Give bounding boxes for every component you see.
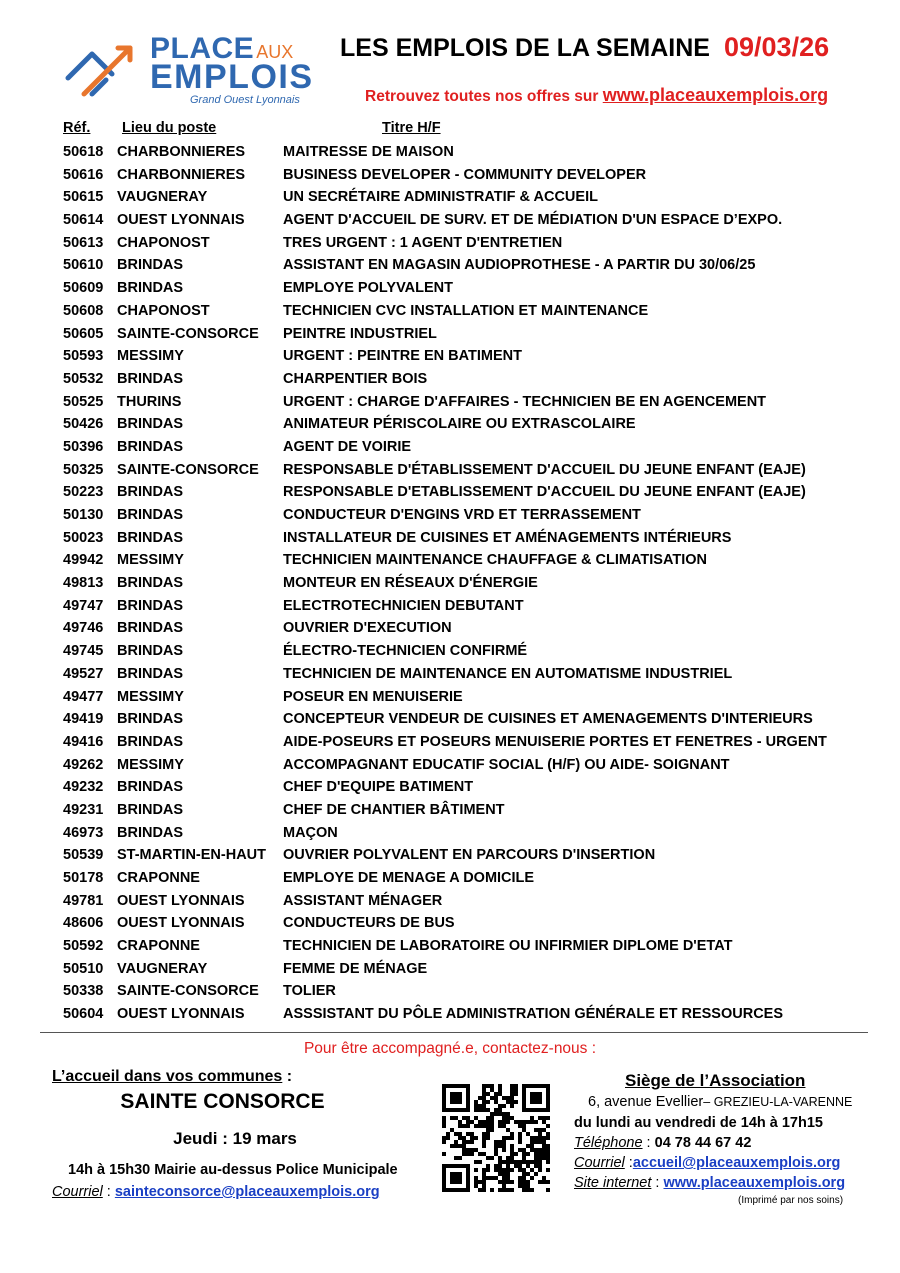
- qr-code-graphic: [442, 1084, 550, 1192]
- job-row: [0, 232, 900, 255]
- job-lieu: BRINDAS: [117, 824, 184, 841]
- job-title: ÉLECTRO-TECHNICIEN CONFIRMÉ: [283, 643, 528, 660]
- job-ref: 49231: [63, 801, 104, 818]
- accueil-mail-link[interactable]: sainteconsorce@placeauxemplois.org: [114, 1184, 380, 1200]
- job-title: TECHNICIEN CVC INSTALLATION ET MAINTENANCE: [283, 302, 649, 319]
- job-ref: 50130: [63, 507, 104, 523]
- job-lieu: CHARBONNIERES: [117, 144, 246, 160]
- job-lieu: BRINDAS: [117, 484, 184, 501]
- job-lieu: CHAPONOST: [117, 302, 210, 319]
- job-title: EMPLOYE DE MENAGE A DOMICILE: [283, 870, 535, 886]
- job-row: [0, 595, 900, 618]
- job-title: TECHNICIEN MAINTENANCE CHAUFFAGE & CLIMATISATION: [283, 552, 707, 569]
- job-ref: 49419: [63, 711, 104, 728]
- siege-site-link[interactable]: www.placeauxemplois.org: [663, 1175, 846, 1191]
- subtitle: Retrouvez toutes nos offres sur www.placeauxemplois.org: [365, 85, 829, 105]
- job-ref: 50610: [63, 257, 104, 274]
- job-title: AGENT DE VOIRIE: [283, 438, 412, 455]
- job-lieu: BRINDAS: [117, 801, 184, 818]
- job-ref: 49527: [63, 665, 104, 682]
- job-title: POSEUR EN MENUISERIE: [283, 688, 463, 705]
- job-ref: 50618: [63, 144, 104, 160]
- siege-phone: Téléphone : 04 78 44 67 42: [574, 1135, 752, 1151]
- job-ref: 49747: [63, 597, 104, 614]
- job-ref: 46973: [63, 824, 104, 841]
- job-title: TECHNICIEN DE LABORATOIRE OU INFIRMIER DIPLOME D'ETAT: [283, 938, 733, 955]
- job-lieu: BRINDAS: [117, 620, 184, 637]
- job-title: MONTEUR EN RÉSEAUX D'ÉNERGIE: [283, 575, 538, 592]
- job-ref: 49232: [63, 779, 104, 796]
- job-title: MAITRESSE DE MAISON: [283, 144, 454, 160]
- job-ref: 48606: [63, 915, 104, 932]
- divider: [40, 1032, 868, 1033]
- job-row: [0, 549, 900, 572]
- job-title: RESPONSABLE D'ETABLISSEMENT D'ACCUEIL DU JEUNE ENFANT (EAJE): [283, 484, 806, 501]
- accueil-heading: L’accueil dans vos communes :: [52, 1068, 293, 1085]
- siege-phone-number[interactable]: 04 78 44 67 42: [654, 1135, 752, 1151]
- job-title: OUVRIER POLYVALENT EN PARCOURS D'INSERTION: [283, 847, 656, 864]
- job-lieu: BRINDAS: [117, 507, 184, 523]
- job-ref: 50616: [63, 166, 104, 183]
- job-title: CHARPENTIER BOIS: [283, 370, 428, 387]
- page-title: LES EMPLOIS DE LA SEMAINE: [340, 34, 710, 62]
- job-title: ASSSISTANT DU PÔLE ADMINISTRATION GÉNÉRALE ET RESSOURCES: [283, 1006, 784, 1023]
- job-row: [0, 799, 900, 822]
- column-header-lieu: Lieu du poste: [122, 120, 217, 136]
- job-ref: 50614: [63, 212, 104, 229]
- job-title: BUSINESS DEVELOPER - COMMUNITY DEVELOPER: [283, 166, 647, 183]
- job-ref: 50396: [63, 438, 104, 455]
- job-ref: 49942: [63, 552, 104, 569]
- job-row: [0, 912, 900, 935]
- job-lieu: VAUGNERAY: [117, 960, 208, 977]
- job-lieu: CHAPONOST: [117, 234, 210, 251]
- job-lieu: BRINDAS: [117, 711, 184, 728]
- job-ref: 50615: [63, 189, 104, 206]
- job-row: [0, 572, 900, 595]
- logo-line1: PLACE AUX: [150, 32, 294, 65]
- accueil-date: Jeudi : 19 mars: [173, 1129, 297, 1148]
- job-row: [0, 686, 900, 709]
- logo-tagline: Grand Ouest Lyonnais: [190, 94, 300, 106]
- job-row: [0, 890, 900, 913]
- job-title: TOLIER: [283, 983, 336, 1000]
- job-title: ACCOMPAGNANT EDUCATIF SOCIAL (H/F) OU AIDE- SOIGNANT: [283, 756, 730, 773]
- job-title: FEMME DE MÉNAGE: [283, 960, 428, 977]
- job-ref: 50525: [63, 393, 104, 410]
- siege-hours: du lundi au vendredi de 14h à 17h15: [574, 1115, 823, 1131]
- job-ref: 49813: [63, 575, 104, 592]
- job-lieu: BRINDAS: [117, 529, 184, 546]
- job-title: URGENT : CHARGE D'AFFAIRES - TECHNICIEN BE EN AGENCEMENT: [283, 393, 767, 410]
- job-lieu: SAINTE-CONSORCE: [117, 983, 259, 1000]
- job-ref: 50605: [63, 325, 104, 342]
- contact-line: Pour être accompagné.e, contactez-nous :: [303, 1040, 597, 1057]
- job-row: [0, 164, 900, 187]
- job-lieu: ST-MARTIN-EN-HAUT: [117, 847, 267, 864]
- job-title: MAÇON: [283, 824, 338, 841]
- job-lieu: OUEST LYONNAIS: [117, 915, 245, 932]
- printed-note: (Imprimé par nos soins): [738, 1195, 844, 1206]
- job-row: [0, 867, 900, 890]
- job-row: [0, 254, 900, 277]
- accueil-town: SAINTE CONSORCE: [120, 1090, 325, 1113]
- job-row: [0, 935, 900, 958]
- job-lieu: VAUGNERAY: [117, 189, 208, 206]
- job-title: ANIMATEUR PÉRISCOLAIRE OU EXTRASCOLAIRE: [283, 416, 636, 433]
- column-header-title: Titre H/F: [382, 120, 441, 136]
- job-row: [0, 731, 900, 754]
- job-ref: 49781: [63, 892, 104, 909]
- job-row: [0, 391, 900, 414]
- job-row: [0, 209, 900, 232]
- job-ref: 50510: [63, 960, 104, 977]
- job-title: INSTALLATEUR DE CUISINES ET AMÉNAGEMENTS INTÉRIEURS: [283, 529, 732, 546]
- job-lieu: CRAPONNE: [117, 938, 200, 955]
- job-row: [0, 776, 900, 799]
- siege-address: 6, avenue Evellier– GREZIEU-LA-VARENNE: [588, 1094, 853, 1110]
- job-title: ASSISTANT MÉNAGER: [283, 892, 443, 909]
- siege-mail: Courriel :accueil@placeauxemplois.org: [574, 1155, 841, 1171]
- job-lieu: BRINDAS: [117, 643, 184, 660]
- job-lieu: SAINTE-CONSORCE: [117, 325, 259, 342]
- job-lieu: BRINDAS: [117, 370, 184, 387]
- job-row: [0, 368, 900, 391]
- job-ref: 49745: [63, 643, 104, 660]
- job-title: CONDUCTEURS DE BUS: [283, 915, 455, 932]
- job-row: [0, 323, 900, 346]
- logo-arrows-icon: [62, 36, 142, 100]
- job-row: [0, 345, 900, 368]
- job-lieu: SAINTE-CONSORCE: [117, 461, 259, 478]
- logo-line2: EMPLOIS: [150, 58, 314, 96]
- job-ref: 50604: [63, 1006, 104, 1023]
- job-row: [0, 141, 900, 164]
- job-row: [0, 663, 900, 686]
- job-lieu: MESSIMY: [117, 348, 184, 365]
- job-title: EMPLOYE POLYVALENT: [283, 280, 453, 297]
- job-title: ASSISTANT EN MAGASIN AUDIOPROTHESE - A PARTIR DU 30/06/25: [283, 257, 756, 274]
- job-lieu: THURINS: [117, 393, 182, 410]
- job-ref: 50338: [63, 983, 104, 1000]
- job-lieu: BRINDAS: [117, 280, 184, 297]
- job-lieu: BRINDAS: [117, 597, 184, 614]
- job-ref: 50613: [63, 234, 104, 251]
- job-row: [0, 617, 900, 640]
- job-title: PEINTRE INDUSTRIEL: [283, 325, 437, 342]
- job-row: [0, 527, 900, 550]
- accueil-hours: 14h à 15h30 Mairie au-dessus Police Municipale: [68, 1162, 398, 1178]
- job-ref: 50608: [63, 302, 104, 319]
- job-ref: 50023: [63, 529, 104, 546]
- siege-heading: Siège de l’Association: [625, 1071, 806, 1090]
- job-row: [0, 958, 900, 981]
- job-title: CONCEPTEUR VENDEUR DE CUISINES ET AMENAGEMENTS D'INTERIEURS: [283, 711, 813, 728]
- job-lieu: MESSIMY: [117, 688, 184, 705]
- job-ref: 50178: [63, 870, 104, 886]
- job-lieu: BRINDAS: [117, 416, 184, 433]
- job-row: [0, 754, 900, 777]
- job-title: TRES URGENT : 1 AGENT D'ENTRETIEN: [283, 234, 563, 251]
- job-lieu: CHARBONNIERES: [117, 166, 246, 183]
- job-ref: 49477: [63, 688, 104, 705]
- job-row: [0, 413, 900, 436]
- job-row: [0, 277, 900, 300]
- job-title: ELECTROTECHNICIEN DEBUTANT: [283, 597, 524, 614]
- job-lieu: MESSIMY: [117, 552, 184, 569]
- accueil-mail: Courriel : sainteconsorce@placeauxemplois.org: [52, 1184, 380, 1200]
- job-ref: 49746: [63, 620, 104, 637]
- job-title: CONDUCTEUR D'ENGINS VRD ET TERRASSEMENT: [283, 507, 641, 523]
- job-row: [0, 844, 900, 867]
- job-lieu: BRINDAS: [117, 575, 184, 592]
- job-title: AIDE-POSEURS ET POSEURS MENUISERIE PORTES ET FENETRES - URGENT: [283, 733, 827, 750]
- job-title: CHEF DE CHANTIER BÂTIMENT: [283, 801, 505, 818]
- job-ref: 49416: [63, 733, 104, 750]
- job-ref: 50592: [63, 938, 104, 955]
- job-title: URGENT : PEINTRE EN BATIMENT: [283, 348, 522, 365]
- job-lieu: OUEST LYONNAIS: [117, 892, 245, 909]
- job-ref: 50426: [63, 416, 104, 433]
- page-date: 09/03/26: [724, 32, 830, 62]
- job-row: [0, 436, 900, 459]
- job-lieu: OUEST LYONNAIS: [117, 212, 245, 229]
- job-title: UN SECRÉTAIRE ADMINISTRATIF & ACCUEIL: [283, 189, 598, 206]
- job-row: [0, 481, 900, 504]
- job-row: [0, 708, 900, 731]
- job-row: [0, 1003, 900, 1026]
- qr-code-icon[interactable]: [442, 1084, 550, 1192]
- job-title: OUVRIER D'EXECUTION: [283, 620, 452, 637]
- siege-site: Site internet : www.placeauxemplois.org: [574, 1175, 846, 1191]
- job-ref: 50223: [63, 484, 104, 501]
- job-row: [0, 300, 900, 323]
- job-lieu: BRINDAS: [117, 438, 184, 455]
- job-row: [0, 822, 900, 845]
- job-title: TECHNICIEN DE MAINTENANCE EN AUTOMATISME INDUSTRIEL: [283, 665, 733, 682]
- job-ref: 50539: [63, 847, 104, 864]
- job-lieu: BRINDAS: [117, 665, 184, 682]
- job-lieu: CRAPONNE: [117, 870, 200, 886]
- job-lieu: MESSIMY: [117, 756, 184, 773]
- job-lieu: BRINDAS: [117, 779, 184, 796]
- job-row: [0, 640, 900, 663]
- job-ref: 50593: [63, 348, 104, 365]
- job-row: [0, 504, 900, 527]
- job-row: [0, 186, 900, 209]
- column-header-ref: Réf.: [63, 120, 91, 136]
- job-ref: 50532: [63, 370, 104, 387]
- job-row: [0, 459, 900, 482]
- job-lieu: BRINDAS: [117, 733, 184, 750]
- job-title: CHEF D'EQUIPE BATIMENT: [283, 779, 474, 796]
- job-title: AGENT D'ACCUEIL DE SURV. ET DE MÉDIATION D'UN ESPACE D’EXPO.: [283, 212, 783, 229]
- job-ref: 50609: [63, 280, 104, 297]
- job-ref: 50325: [63, 461, 104, 478]
- website-link[interactable]: www.placeauxemplois.org: [602, 85, 829, 105]
- logo: [62, 30, 312, 110]
- job-title: RESPONSABLE D'ÉTABLISSEMENT D'ACCUEIL DU JEUNE ENFANT (EAJE): [283, 461, 806, 478]
- job-ref: 49262: [63, 756, 104, 773]
- job-lieu: BRINDAS: [117, 257, 184, 274]
- job-list: [0, 141, 900, 1026]
- siege-mail-link[interactable]: accueil@placeauxemplois.org: [632, 1155, 841, 1171]
- job-lieu: OUEST LYONNAIS: [117, 1006, 245, 1023]
- job-row: [0, 980, 900, 1003]
